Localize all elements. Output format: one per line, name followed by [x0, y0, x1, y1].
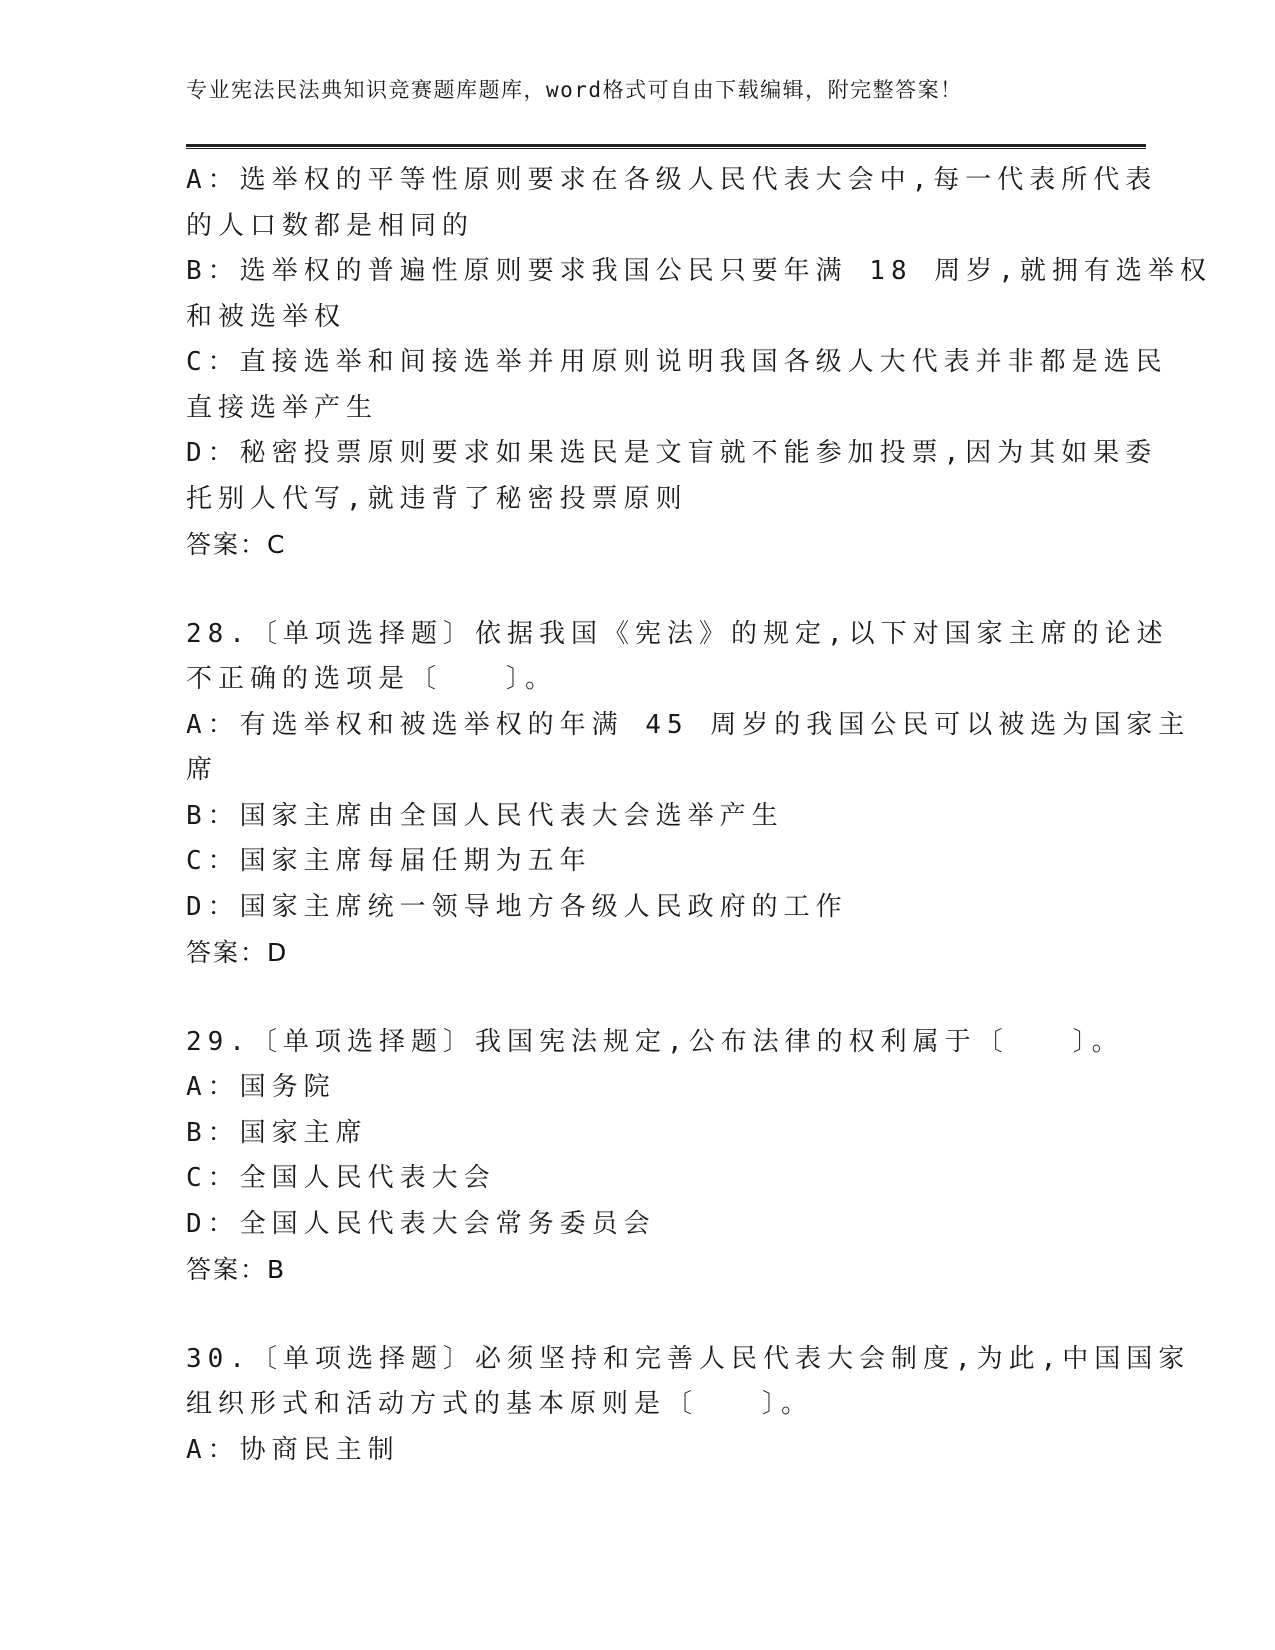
option-a-line-2: 的人口数都是相同的: [186, 210, 475, 241]
option-c-line: C：全国人民代表大会: [186, 1163, 496, 1193]
block-spacer: [186, 568, 1086, 612]
option-b-line-2: 和被选举权: [186, 301, 347, 332]
question-stem-line-2: 组织形式和活动方式的基本原则是〔 〕。: [186, 1389, 814, 1419]
option-a-line-2: 席: [186, 755, 219, 785]
option-a-line-1: A：有选举权和被选举权的年满 45 周岁的我国公民可以被选为国家主: [186, 709, 1191, 740]
option-b-line-1: B：选举权的普遍性原则要求我国公民只要年满 18 周岁,就拥有选举权: [186, 256, 1212, 286]
question-stem-line-1: 30.〔单项选择题〕必须坚持和完善人民代表大会制度,为此,中国国家: [186, 1343, 1191, 1374]
option-c-line-2: 直接选举产生: [186, 392, 379, 423]
question-block-30: [186, 1337, 1191, 1474]
document-body: [186, 158, 1212, 1473]
question-block-27: [186, 158, 1212, 568]
answer-line: 答案：C: [186, 530, 287, 559]
option-b-line: B：国家主席: [186, 1117, 368, 1148]
block-spacer: [186, 1293, 1086, 1337]
option-d-line-1: D：秘密投票原则要求如果选民是文盲就不能参加投票,因为其如果委: [186, 438, 1158, 468]
question-stem-line-2: 不正确的选项是〔 〕。: [186, 664, 558, 694]
option-a-line: A：国务院: [186, 1072, 336, 1102]
header-divider: [186, 144, 1146, 149]
option-d-line: D：国家主席统一领导地方各级人民政府的工作: [186, 891, 848, 922]
option-c-line: C：国家主席每届任期为五年: [186, 846, 592, 876]
question-stem-line-1: 28.〔单项选择题〕依据我国《宪法》的规定,以下对国家主席的论述: [186, 618, 1169, 649]
option-a-line-1: A：选举权的平等性原则要求在各级人民代表大会中,每一代表所代表: [186, 165, 1158, 195]
question-stem-line: 29.〔单项选择题〕我国宪法规定,公布法律的权利属于〔 〕。: [186, 1026, 1124, 1057]
block-spacer: [186, 976, 1086, 1020]
option-c-line-1: C：直接选举和间接选举并用原则说明我国各级人大代表并非都是选民: [186, 347, 1168, 377]
option-d-line: D：全国人民代表大会常务委员会: [186, 1208, 656, 1239]
page-header-text: 专业宪法民法典知识竞赛题库题库，word格式可自由下载编辑，附完整答案！: [186, 78, 963, 102]
option-d-line-2: 托别人代写,就违背了秘密投票原则: [186, 483, 688, 514]
answer-line: 答案：D: [186, 938, 289, 967]
question-block-28: [186, 612, 1191, 976]
answer-line: 答案：B: [186, 1255, 287, 1284]
option-b-line: B：国家主席由全国人民代表大会选举产生: [186, 800, 784, 831]
option-a-line: A：协商民主制: [186, 1434, 400, 1465]
question-block-29: [186, 1020, 1124, 1293]
